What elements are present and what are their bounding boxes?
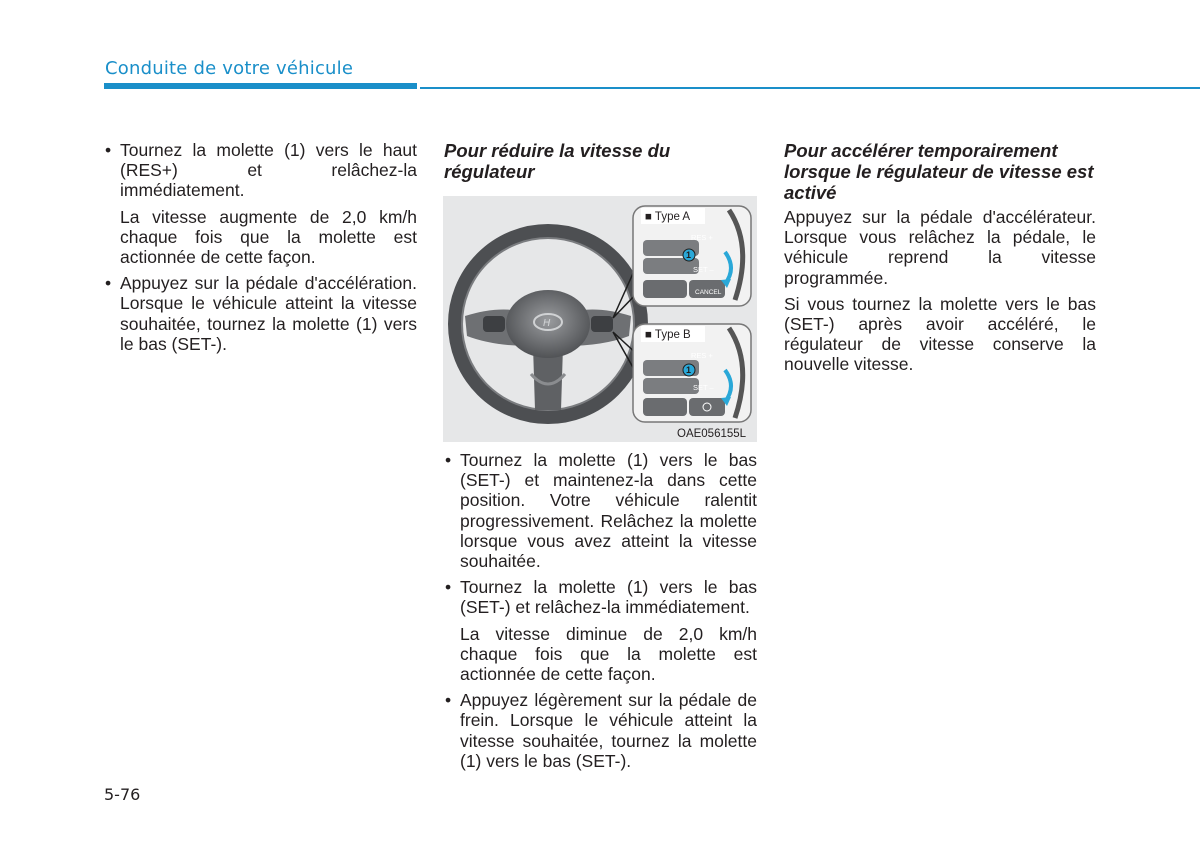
heading-temporary-acceleration: Pour accélérer temporairement lorsque le régulateur de vitesse est activé	[784, 140, 1094, 203]
bullet-tap-set: • Tournez la molette (1) vers le bas (SET-) et relâchez-la immédiatement.	[444, 577, 757, 617]
set-label-b: SET –	[693, 383, 714, 392]
type-a-label: ■ Type A	[645, 211, 691, 223]
bullet-hold-set: • Tournez la molette (1) vers le bas (SET-) et maintenez-la dans cette position. Votre véhicule ralentit progressivement. Relâchez la molette lorsque vous avez atteint la vitesse souhaitée.	[444, 450, 757, 571]
res-label-b: RES +	[691, 351, 713, 360]
paragraph-accelerator: Appuyez sur la pédale d'accélérateur. Lorsque vous relâchez la pédale, le véhicule reprend la vitesse programmée.	[784, 207, 1096, 288]
set-label-a: SET –	[693, 265, 714, 274]
steering-wheel-figure	[443, 196, 757, 442]
cancel-label: CANCEL	[695, 289, 722, 296]
heading-reduce-speed: Pour réduire la vitesse du régulateur	[444, 140, 671, 182]
marker-1-a: 1	[686, 250, 692, 260]
paragraph-speed-decrease: La vitesse diminue de 2,0 km/h chaque fois que la molette est actionnée de cette façon.	[460, 623, 757, 685]
steering-wheel-illustration	[443, 196, 757, 442]
paragraph-speed-increase: La vitesse augmente de 2,0 km/h chaque fois que la molette est actionnée de cette façon.	[120, 206, 417, 268]
cruise-switch-zone	[591, 316, 613, 332]
column-3	[784, 140, 1096, 381]
type-b-label: ■ Type B	[645, 329, 691, 341]
bullet-res-plus: • Tournez la molette (1) vers le haut (RES+) et relâchez-la immédiatement.	[104, 140, 417, 201]
paragraph-set-after-acceleration: Si vous tournez la molette vers le bas (SET-) après avoir accéléré, le régulateur de vitesse conserve la nouvelle vitesse.	[784, 293, 1096, 375]
section-title: Conduite de votre véhicule	[105, 58, 354, 79]
header-rule	[420, 87, 1200, 89]
marker-1-b: 1	[686, 365, 692, 375]
res-label-a: RES +	[691, 233, 713, 242]
column-1	[104, 140, 417, 360]
svg-text:H: H	[543, 318, 551, 329]
bullet-brake: • Appuyez légèrement sur la pédale de frein. Lorsque le véhicule atteint la vitesse souhaitée, tournez la molette (1) vers le bas (SET-).	[444, 690, 757, 771]
figure-code: OAE056155L	[677, 428, 747, 440]
column-2-heading-block	[444, 140, 756, 186]
page-number: 5-76	[104, 785, 141, 804]
bullet-accelerator: • Appuyez sur la pédale d'accélération. Lorsque le véhicule atteint la vitesse souhaitée, tournez la molette (1) vers le bas (SET-).	[104, 273, 417, 354]
column-2	[444, 450, 757, 777]
header-bar-accent	[104, 83, 417, 89]
